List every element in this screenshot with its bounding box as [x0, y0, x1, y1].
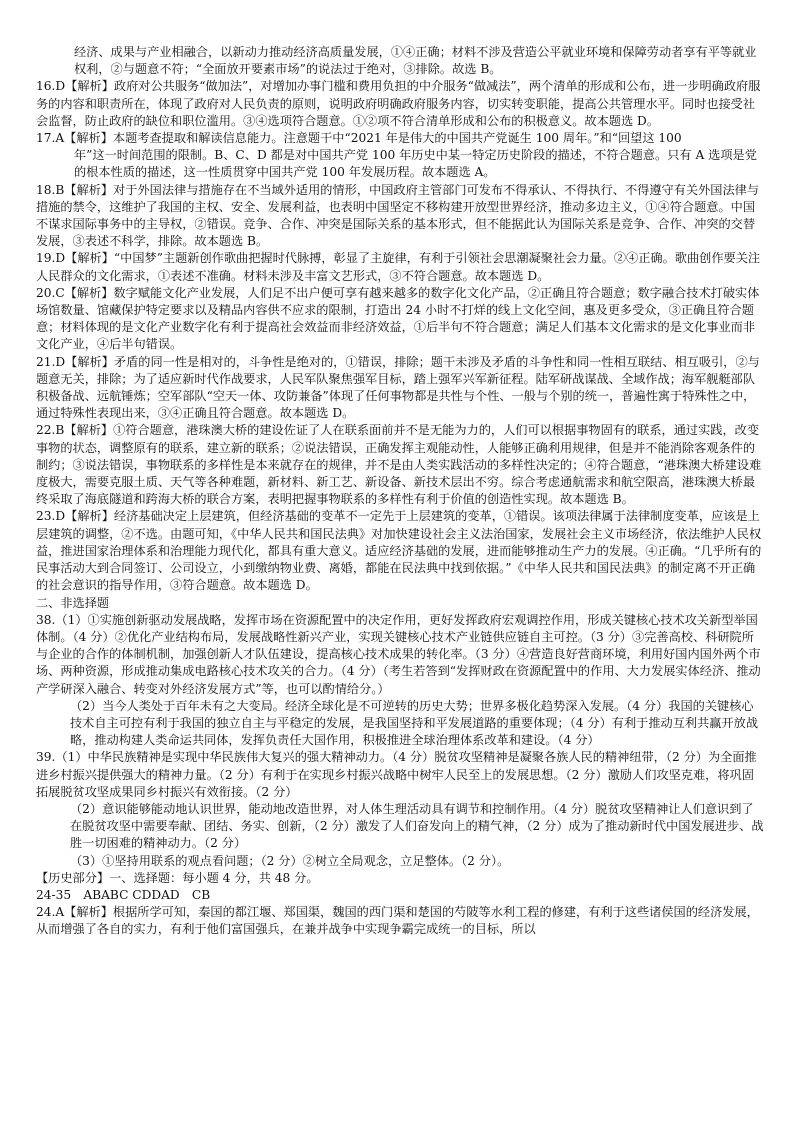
answer-38-1: 38.（1）①实施创新驱动发展战略，发挥市场在资源配置中的决定作用，更好发挥政府宏观调控作用，形成关键核心技术攻关新型举国体制。（4 分）②优化产业结构布局，发展战略性新兴产业，实现关键核心技术产业链供应链自主可控。（3 分）③完善高校、科研院所与企业的合作的体制机制，加强创新人才队伍建设，提高核心技术成果的转化率。（3 分）④营造良好营商环境，利用好国内国外两个市场、两种资源，形成推动集成电路核心技术攻关的合力。（4 分）（考生若答到“发挥财政在资源配置中的作用、大力发展实体经济、推动产学研深入融合、转变对外经济发展方式”等，也可以酌情给分。）: [36, 612, 761, 696]
answer-23: 23.D【解析】经济基础决定上层建筑，但经济基础的变革不一定先于上层建筑的变革，①错误。该项法律属于法律制度变革，应该是上层建筑的调整，②不选。由题可知，《中华人民共和国民法典》对加快建设社会主义法治国家，发展社会主义市场经济，依法维护人民权益，推进国家治理体系和治理能力现代化，都具有重大意义。适应经济基础的发展，进而能够推动生产力的发展。④正确。“几乎所有的民事活动大到合同签订、公司设立，小到缴纳物业费、离婚，都能在民法典中找到依据。”《中华人民共和国民法典》的制定离不开正确的社会意识的指导作用，③符合题意。故本题选 D。: [36, 509, 762, 593]
answer-39-1: 39.（1）中华民族精神是实现中华民族伟大复兴的强大精神动力。（4 分）脱贫攻坚精神是凝聚各族人民的精神纽带，（2 分）为全面推进乡村振兴提供强大的精神力量。（2 分）有利于在实现乡村振兴战略中树牢人民至上的发展思想。（2 分）激励人们攻坚克难，将巩固拓展脱贫攻坚成果同乡村振兴有效衔接。（2 分）: [36, 750, 757, 799]
answer-17: 17.A【解析】本题考查提取和解读信息能力。注意题干中“2021 年是伟大的中国共产党诞生 100 周年。”和“回望这 100: [36, 131, 682, 146]
answer-39-3: （3）①坚持用联系的观点看问题；（2 分）②树立全局观念，立足整体。（2 分）。: [70, 853, 510, 868]
section-2-heading: 二、非选择题: [36, 595, 110, 610]
answer-20: 20.C【解析】数字赋能文化产业发展，人们足不出户便可享有越来越多的数字化文化产品，②正确且符合题意；数字融合技术打破实体场馆数量、馆藏保护特定要求以及精品内容供不应求的限制，打造出 24 小时不打烊的线上文化空间，惠及更多受众，③正确且符合题意；材料体现的是文化产业数字化有利于提高社会效益而非经济效益，①后半句不符合题意；满足人们基本文化需求的是文化事业而非文化产业，④后半句错误。: [36, 285, 760, 352]
q15-continued: 经济、成果与产业相融合，以新动力推动经济高质量发展，①④正确；材料不涉及营造公平就业环境和保障劳动者享有平等就业权利，②与题意不符；“全面放开要素市场”的说法过于绝对，③排除。故选 B。: [74, 45, 757, 77]
history-answer-key: 24-35 ABABC CDDAD CB: [36, 887, 211, 902]
answer-16: 16.D【解析】政府对公共服务“做加法”，对增加办事门槛和费用负担的中介服务“做减法”，两个清单的形成和公布，进一步明确政府服务的内容和职责所在，体现了政府对人民负责的原则，说明政府明确政府服务内容，切实转变职能，提高公共管理水平。同时也接受社会监督，防止政府的缺位和职位滥用。③④选项符合题意。①②项不符合清单形成和公布的积极意义。故本题选 D。: [36, 79, 761, 128]
answer-19: 19.D【解析】“中国梦”主题新创作歌曲把握时代脉搏，彰显了主旋律，有利于引领社会思潮凝聚社会力量。②④正确。歌曲创作要关注人民群众的文化需求，①表述不准确。材料未涉及丰富文艺形式，③不符合题意。故本题选 D。: [36, 251, 761, 283]
answer-22: 22.B【解析】①符合题意，港珠澳大桥的建设佐证了人在联系面前并不是无能为力的，人们可以根据事物固有的联系，通过实践，改变事物的状态，调整原有的联系，建立新的联系；②说法错误，正确发挥主观能动性，人能够正确利用规律，但是并不能消除客观条件的制约；③说法错误，事物联系的多样性是本来就存在的规律，并不是由人类实践活动的多样性决定的；④符合题意，“港珠澳大桥建设难度极大，需要克服土质、天气等各种难题，新材料、新工艺、新设备、新技术层出不穷。综合考虑通航需求和航空限高，港珠澳大桥最终采取了海底隧道和跨海大桥的联合方案，表明把握事物联系的多样性有利于价值的创造性实现。故本题选 B。: [36, 423, 762, 507]
answer-39-2: （2）意识能够能动地认识世界，能动地改造世界，对人体生理活动具有调节和控制作用。（4 分）脱贫攻坚精神让人们意识到了在脱贫攻坚中需要奉献、团结、务实、创新，（2 分）激发了人们奋发向上的精气神，（2 分）成为了推动新时代中国发展进步、战胜一切困难的精神动力。（2 分）: [70, 801, 764, 851]
answer-24: 24.A【解析】根据所学可知，秦国的都江堰、郑国渠，魏国的西门渠和楚国的芍陂等水利工程的修建，有利于这些诸侯国的经济发展，从而增强了各自的实力，有利于他们富国强兵，在兼并战争中实现争霸完成统一的目标，所以: [36, 905, 759, 937]
answer-21: 21.D【解析】矛盾的同一性是相对的，斗争性是绝对的，①错误，排除；题干未涉及矛盾的斗争性和同一性相互联结、相互吸引，②与题意无关，排除；为了适应新时代作战要求，人民军队聚焦强军目标，踏上强军兴军新征程。陆军研战谋战、全域作战；海军舰艇部队积极备战、远航锤炼；空军部队“空天一体、攻防兼备”体现了任何事物都是共性与个性、一般与个别的统一，普遍性寓于特殊性之中，通过特殊性表现出来，③④正确且符合题意。故本题选 D。: [36, 354, 760, 421]
answer-38-2: （2）当今人类处于百年未有之大变局。经济全球化是不可逆转的历史大势；世界多极化趋势深入发展。（4 分）我国的关键核心技术自主可控有利于我国的独立自主与平稳定的发展，是我国坚持和平发展道路的重要体现；（4 分）有利于推动互利共赢开放战略，推动构建人类命运共同体，发挥负责任大国作用，积极推进全球治理体系改革和建设。（4 分）: [70, 698, 759, 748]
history-heading: 【历史部分】一、选择题：每小题 4 分，共 48 分。: [36, 870, 319, 885]
answer-17-cont: 年”这一时间范围的限制。B、C、D 都是对中国共产党 100 年历史中某一特定历史阶段的描述，不符合题意。只有 A 选项是党的根本性质的描述，这一性质贯穿中国共产党 100 年发展历程。故本题选 A。: [74, 148, 757, 180]
answer-18: 18.B【解析】对于外国法律与措施存在不当域外适用的情形，中国政府主管部门可发布不得承认、不得执行、不得遵守有关外国法律与措施的禁令，这维护了我国的主权、安全、发展利益，也表明中国坚定不移构建开放型世界经济，推动多边主义，①④符合题意。中国不谋求国际事务中的主导权，②错误。竞争、合作、冲突是国际关系的基本形式，但不能据此认为国际关系是竞争、合作、冲突的交替发展，③表述不科学，排除。故本题选 B。: [36, 182, 760, 249]
